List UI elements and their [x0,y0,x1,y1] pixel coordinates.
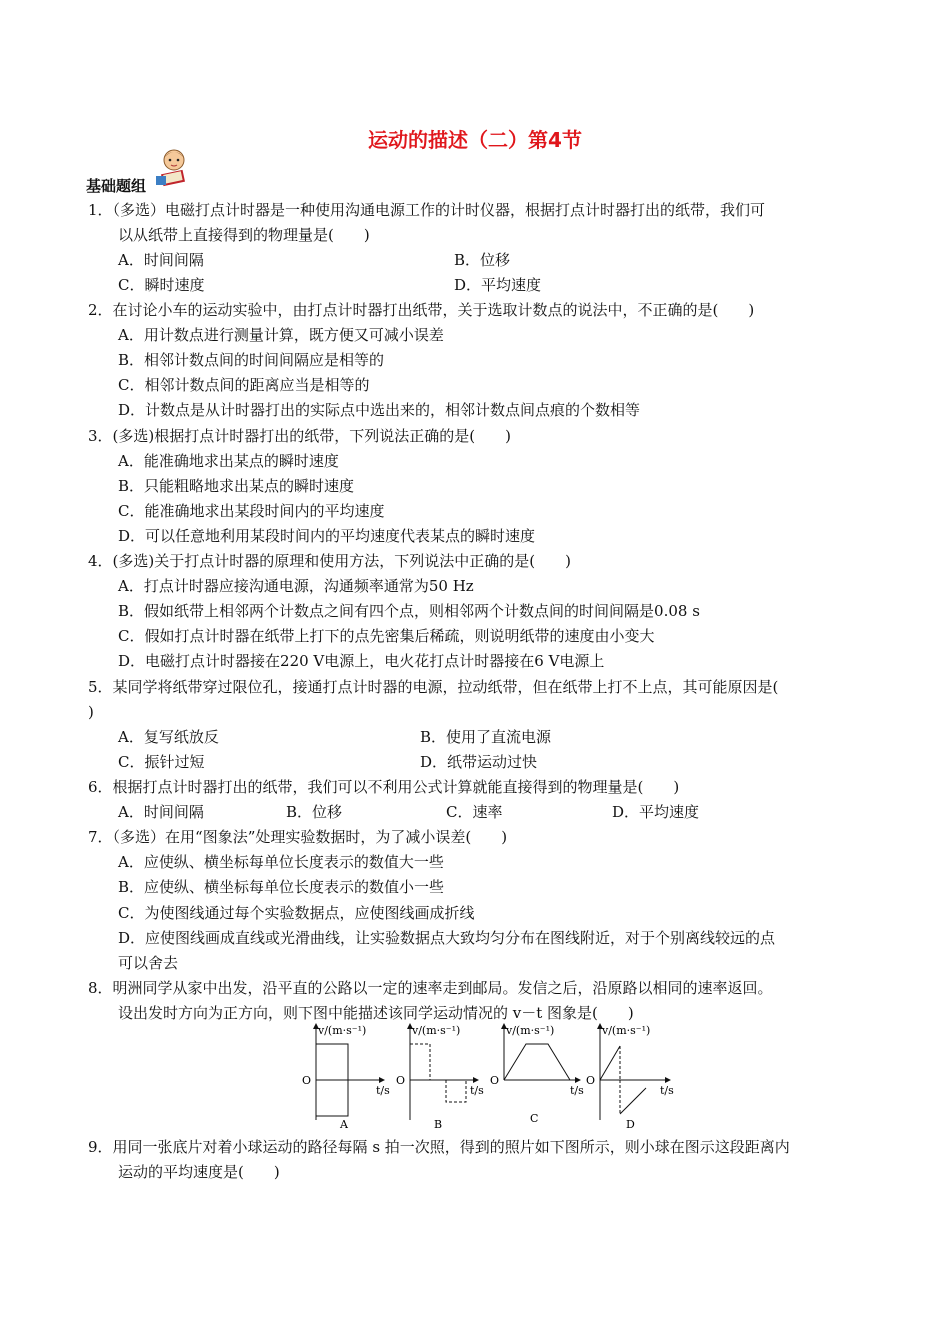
question-5-option-d: D．纸带运动过快 [420,753,538,771]
question-2-option-d: D．计数点是从计时器打出的实际点中选出来的，相邻计数点间点痕的个数相等 [118,401,641,419]
graph-d-origin: O [586,1074,596,1087]
graph-c-xlabel: t/s [570,1084,584,1097]
graph-b-xlabel: t/s [470,1084,484,1097]
graph-d [586,1024,674,1130]
graph-c-origin: O [490,1074,500,1087]
graph-c [490,1024,584,1125]
question-2-option-b: B．相邻计数点间的时间间隔应是相等的 [118,351,385,369]
graph-b-ylabel: v/(m·s⁻¹) [412,1024,461,1037]
question-4-option-b: B．假如纸带上相邻两个计数点之间有四个点，则相邻两个计数点间的时间间隔是0.08 s [118,602,700,620]
question-3-option-b: B．只能粗略地求出某点的瞬时速度 [118,477,355,495]
question-7-option-a: A．应使纵、横坐标每单位长度表示的数值大一些 [118,853,444,871]
graph-c-label: C [530,1112,539,1125]
question-8-stem: 8．明洲同学从家中出发，沿平直的公路以一定的速率走到邮局。发信之后，沿原路以相同的速率返回。 [88,979,773,997]
question-5-option-a: A．复写纸放反 [118,728,219,746]
page-title: 运动的描述（二）第4节 [368,128,582,152]
graph-a-label: A [340,1118,348,1130]
question-5-stem-cont: ) [88,703,94,721]
question-7-option-c: C．为使图线通过每个实验数据点，应使图线画成折线 [118,904,475,922]
question-7-stem: 7．（多选）在用“图象法”处理实验数据时，为了减小误差( ) [88,828,508,846]
question-3-option-c: C．能准确地求出某段时间内的平均速度 [118,502,385,520]
question-6-option-d: D．平均速度 [612,803,700,821]
question-2-stem: 2．在讨论小车的运动实验中，由打点计时器打出纸带，关于选取计数点的说法中，不正确的是( ) [88,301,755,319]
question-7-option-d-cont: 可以舍去 [118,954,179,972]
graph-b-origin: O [396,1074,406,1087]
question-4-option-d: D．电磁打点计时器接在220 V电源上，电火花打点计时器接在6 V电源上 [118,652,605,670]
question-5-option-b: B．使用了直流电源 [420,728,552,746]
section-heading: 基础题组 [86,177,147,195]
graph-b-label: B [434,1118,443,1130]
graph-a-ylabel: v/(m·s⁻¹) [318,1024,367,1037]
question-8-stem-cont: 设出发时方向为正方向，则下图中能描述该同学运动情况的 v－t 图象是( ) [118,1004,634,1022]
question-1-stem-cont: 以从纸带上直接得到的物理量是( ) [118,226,370,244]
question-1-option-b: B．位移 [454,251,511,269]
question-6-option-c: C．速率 [446,803,503,821]
question-6-option-a: A．时间间隔 [118,803,204,821]
question-7-option-b: B．应使纵、横坐标每单位长度表示的数值小一些 [118,878,445,896]
question-3-option-a: A．能准确地求出某点的瞬时速度 [118,452,339,470]
question-2-option-a: A．用计数点进行测量计算，既方便又可减小误差 [118,326,444,344]
question-1-stem: 1．（多选）电磁打点计时器是一种使用沟通电源工作的计时仪器，根据打点计时器打出的纸带，我们可 [88,201,766,219]
graph-b [396,1024,484,1130]
question-3-stem: 3．(多选)根据打点计时器打出的纸带，下列说法正确的是( ) [88,427,511,445]
question-1-option-c: C．瞬时速度 [118,276,205,294]
question-1-option-d: D．平均速度 [454,276,542,294]
question-5-stem: 5．某同学将纸带穿过限位孔，接通打点计时器的电源，拉动纸带，但在纸带上打不上点，其可能原因是( [88,678,779,696]
question-7-option-d: D．应使图线画成直线或光滑曲线，让实验数据点大致均匀分布在图线附近，对于个别离线较远的点 [118,929,776,947]
graph-a-xlabel: t/s [376,1084,390,1097]
graph-a-origin: O [302,1074,312,1087]
vt-graph-options [296,1020,676,1130]
graph-d-label: D [626,1118,635,1130]
question-9-stem: 9．用同一张底片对着小球运动的路径每隔 s 拍一次照，得到的照片如下图所示，则小球在图示这段距离内 [88,1138,790,1156]
question-3-option-d: D．可以任意地利用某段时间内的平均速度代表某点的瞬时速度 [118,527,536,545]
question-4-stem: 4．(多选)关于打点计时器的原理和使用方法，下列说法中正确的是( ) [88,552,571,570]
graph-d-ylabel: v/(m·s⁻¹) [602,1024,651,1037]
question-4-option-c: C．假如打点计时器在纸带上打下的点先密集后稀疏，则说明纸带的速度由小变大 [118,627,655,645]
reading-boy-icon [150,146,194,190]
question-5-option-c: C．振针过短 [118,753,205,771]
question-1-option-a: A．时间间隔 [118,251,204,269]
question-2-option-c: C．相邻计数点间的距离应当是相等的 [118,376,370,394]
question-6-stem: 6．根据打点计时器打出的纸带，我们可以不利用公式计算就能直接得到的物理量是( ) [88,778,680,796]
graph-c-ylabel: v/(m·s⁻¹) [506,1024,555,1037]
graph-d-xlabel: t/s [660,1084,674,1097]
question-6-option-b: B．位移 [286,803,343,821]
question-9-stem-cont: 运动的平均速度是( ) [118,1163,280,1181]
question-4-option-a: A．打点计时器应接沟通电源，沟通频率通常为50 Hz [118,577,474,595]
graph-a [302,1024,390,1130]
